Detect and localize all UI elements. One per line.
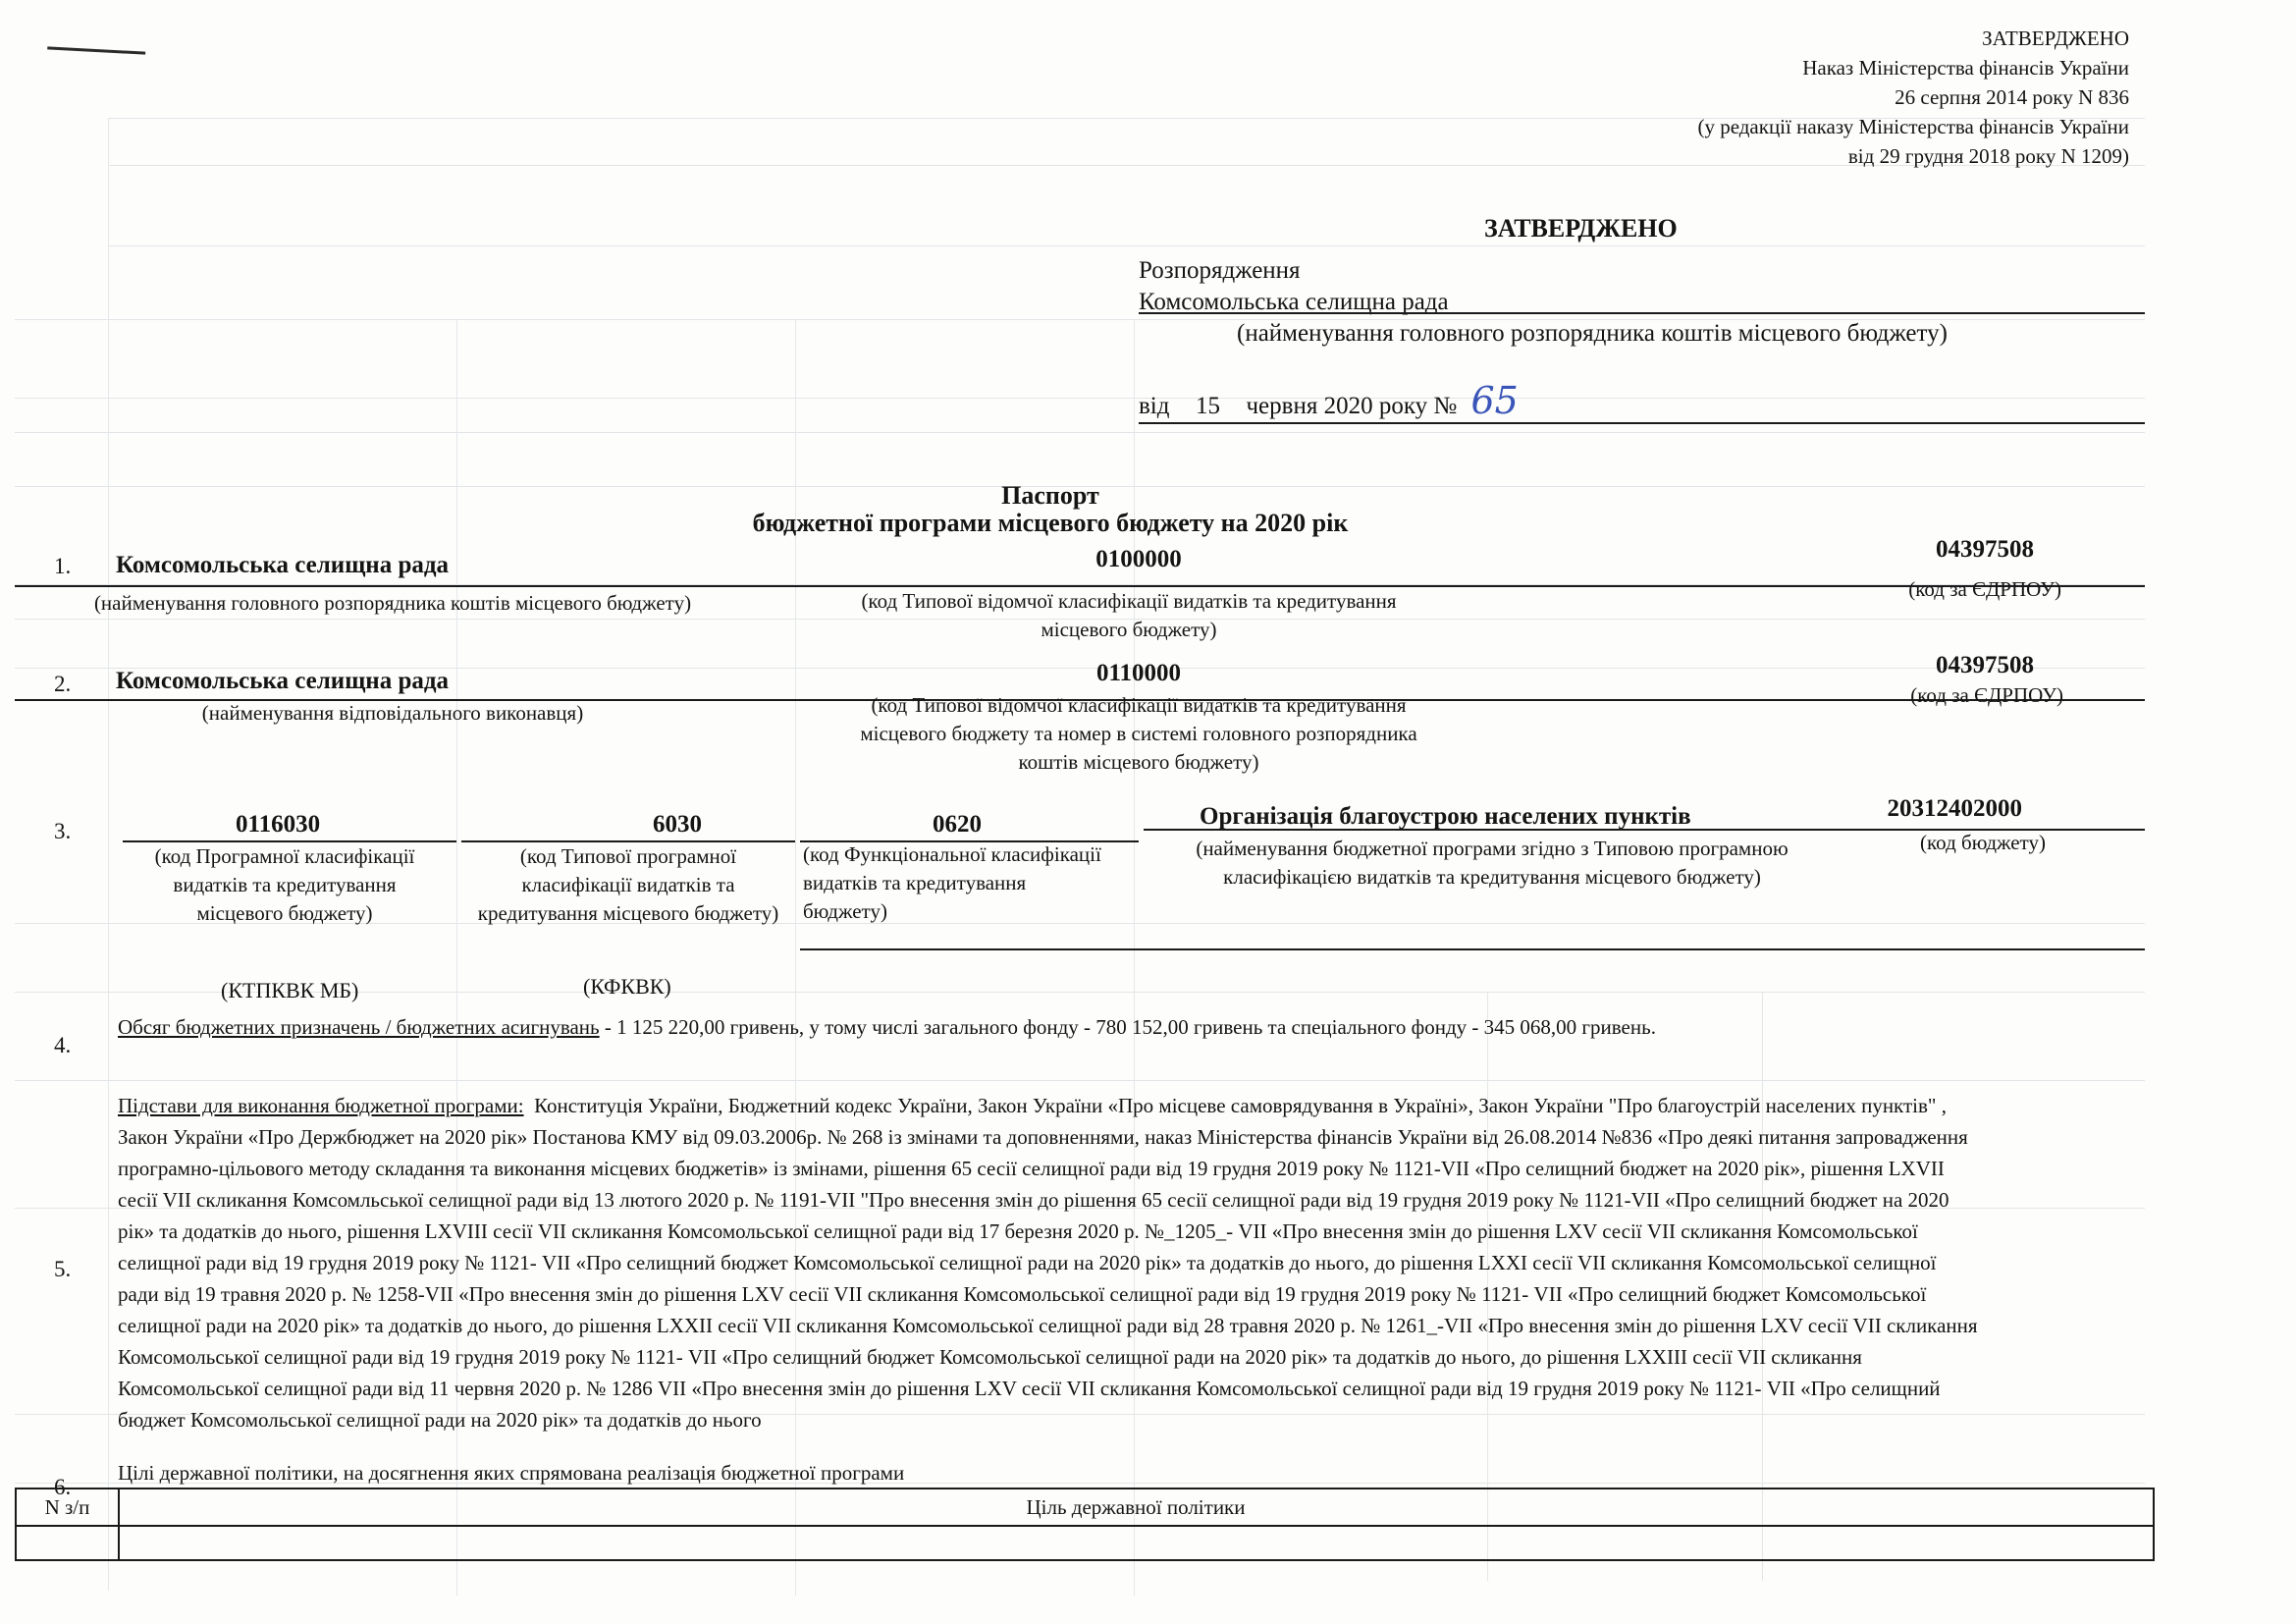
- row3-fkvk-caption-3: бюджету): [803, 899, 887, 923]
- date-day: 15: [1195, 393, 1220, 419]
- row3-kpkvk: 0116030: [236, 811, 321, 838]
- goals-table: [15, 1488, 2155, 1561]
- row4-number: 4.: [54, 1033, 72, 1057]
- row3-tpkvk-caption-3: кредитування місцевого бюджету): [477, 901, 779, 925]
- date-month: червня: [1246, 393, 1318, 419]
- row3-budget-caption: (код бюджету): [1920, 831, 2046, 854]
- approved-title: ЗАТВЕРДЖЕНО: [1484, 214, 1678, 243]
- row1-number: 1.: [54, 554, 72, 578]
- row3-number: 3.: [54, 819, 72, 843]
- passport-subtitle: бюджетної програми місцевого бюджету на 2020 рік: [752, 509, 1349, 537]
- row5-line-5: селищної ради від 19 грудня 2019 року № 1121- VII «Про селищний бюджет Комсомольської селищної ради на 2020 рік» та додатків до нього, до рішення LXXI сесії VII скликання Комсомольської селищної: [118, 1251, 1937, 1274]
- row3-name-caption-1: (найменування бюджетної програми згідно з Типовою програмною: [1196, 837, 1789, 860]
- row5-line-0: Конституція України, Бюджетний кодекс України, Закон України «Про місцеве самоврядування в Україні», Закон України "Про благоустрій населених пунктів" ,: [534, 1094, 1947, 1117]
- row3-budget-code: 20312402000: [1887, 795, 2022, 822]
- row1-code-caption: [795, 587, 1463, 644]
- row3-kpkvk-caption: [98, 842, 471, 928]
- row3-fkvk: 0620: [933, 811, 982, 838]
- row2-code-caption: [805, 691, 1472, 777]
- row1-name-caption: (найменування головного розпорядника коштів місцевого бюджету): [93, 591, 692, 615]
- order-org: Комсомольська селищна рада: [1139, 289, 1449, 315]
- row2-code-caption-2: місцевого бюджету та номер в системі головного розпорядника: [860, 722, 1417, 745]
- row3-fkvk-caption: [803, 840, 1147, 926]
- row5-line-6: ради від 19 травня 2020 р. № 1258-VII «Про внесення змін до рішення LXV сесії VII скликання Комсомольської селищної ради від 19 грудня 2019 року № 1121- VII «Про селищний бюджет Комсомольської: [118, 1282, 1927, 1306]
- approval-line-2: Наказ Міністерства фінансів України: [1802, 56, 2129, 80]
- row1-edrpou-caption: (код за ЄДРПОУ): [1908, 577, 2061, 601]
- row1-code: 0100000: [1095, 546, 1182, 572]
- row3-kpkvk-caption-2: видатків та кредитування: [173, 873, 397, 896]
- order-org-caption: (найменування головного розпорядника коштів місцевого бюджету): [1237, 320, 1948, 347]
- row3-tpkvk-caption-2: класифікації видатків та: [521, 873, 735, 896]
- row2-code-caption-3: коштів місцевого бюджету): [1018, 750, 1259, 774]
- row4-content: [118, 1011, 1656, 1043]
- order-date: [1139, 379, 1519, 422]
- pen-mark: [47, 46, 145, 62]
- row3-kpkvk-caption-3: місцевого бюджету): [196, 901, 373, 925]
- row2-name: Комсомольська селищна рада: [116, 668, 450, 694]
- goals-table-col-goal: Ціль державної політики: [1026, 1495, 1246, 1519]
- row3-tpkvk-caption: [452, 842, 805, 928]
- approval-line-3: 26 серпня 2014 року N 836: [1895, 85, 2129, 109]
- row3-program-name: Організація благоустрою населених пунктів: [1200, 803, 1691, 830]
- row2-code-caption-1: (код Типової відомчої класифікації видатків та кредитування: [871, 693, 1407, 717]
- row2-code: 0110000: [1095, 660, 1182, 686]
- row3-fkvk-caption-2: видатків та кредитування: [803, 871, 1027, 894]
- order-label: Розпорядження: [1139, 257, 1301, 284]
- row6-text: Цілі державної політики, на досягнення яких спрямована реалізація бюджетної програми: [118, 1461, 905, 1485]
- approval-line-1: ЗАТВЕРДЖЕНО: [1982, 27, 2129, 50]
- approval-block: [1246, 24, 2129, 171]
- row5-line-8: Комсомольської селищної ради від 19 грудня 2019 року № 1121- VII «Про селищний бюджет Комсомольської селищної ради на 2020 рік» та додатків до нього, до рішення LXXIII сесії VII скликання: [118, 1345, 1862, 1369]
- row5-line-10: бюджет Комсомольської селищної ради на 2020 рік» та додатків до нього: [118, 1408, 762, 1432]
- row5-content: [118, 1090, 2160, 1435]
- row3-tpkvk-caption-1: (код Типової програмної: [519, 844, 737, 868]
- order-date-line: [1139, 422, 2145, 424]
- row5-line-1: Закон України «Про Держбюджет на 2020 рік» Постанова КМУ від 09.03.2006р. № 268 із змінами та доповненнями, наказ Міністерства фінансів України від 26.08.2014 №836 «Про деякі питання запровадження: [118, 1125, 1968, 1149]
- date-year: 2020 року №: [1323, 393, 1458, 419]
- row6-number: 6.: [54, 1475, 72, 1499]
- row3-bottom-line: [800, 948, 2145, 950]
- row1-edrpou: 04397508: [1936, 536, 2034, 563]
- row2-number: 2.: [54, 672, 72, 696]
- row3-abbr-kfkvk: (КФКВК): [583, 974, 671, 999]
- row2-edrpou: 04397508: [1936, 652, 2034, 678]
- row4-label: Обсяг бюджетних призначень / бюджетних асигнувань: [118, 1015, 600, 1039]
- row5-number: 5.: [54, 1257, 72, 1281]
- row1-code-caption-1: (код Типової відомчої класифікації видатків та кредитування: [861, 589, 1397, 613]
- row3-name-caption-2: класифікацією видатків та кредитування місцевого бюджету): [1223, 865, 1761, 889]
- order-org-line: [1139, 312, 2145, 314]
- row3-kpkvk-caption-1: (код Програмної класифікації: [154, 844, 415, 868]
- row2-edrpou-caption: (код за ЄДРПОУ): [1910, 683, 2063, 707]
- row5-line-2: програмно-цільового методу складання та виконання місцевих бюджетів» із змінами, рішення 65 сесії селищної ради від 19 грудня 2019 року № 1121-VII «Про селищний бюджет на 2020 рік», рішення LXVII: [118, 1157, 1945, 1180]
- goals-table-col-number: N з/п: [44, 1495, 90, 1519]
- row3-name-caption: [1139, 835, 1845, 892]
- row4-text: - 1 125 220,00 гривень, у тому числі загального фонду - 780 152,00 гривень та спеціального фонду - 345 068,00 гривень.: [599, 1015, 1656, 1039]
- row5-line-4: рік» та додатків до нього, рішення LXVIII сесії VII скликання Комсомольської селищної ради від 17 березня 2020 р. №_1205_- VII «Про внесення змін до рішення LXV сесії VII скликання Комсомольської: [118, 1219, 1918, 1243]
- handwritten-number: 65: [1470, 379, 1519, 422]
- row5-label: Підстави для виконання бюджетної програми:: [118, 1094, 524, 1117]
- date-prefix: від: [1139, 393, 1170, 419]
- row5-line-9: Комсомольської селищної ради від 11 червня 2020 р. № 1286 VII «Про внесення змін до рішення LXV сесії VII скликання Комсомольської селищної ради від 19 грудня 2019 року № 1121- VII «Про селищний: [118, 1377, 1941, 1400]
- row2-name-caption: (найменування відповідального виконавця): [201, 701, 584, 725]
- row3-fkvk-caption-1: (код Функціональної класифікації: [803, 842, 1101, 866]
- approval-line-5: від 29 грудня 2018 року N 1209): [1847, 144, 2129, 168]
- row3-tpkvk: 6030: [653, 811, 702, 838]
- row5-line-3: сесії VII скликання Комсомльської селищної ради від 13 лютого 2020 р. № 1191-VII "Про внесення змін до рішення 65 сесії селищної ради від 19 грудня 2019 року № 1121-VII «Про селищний бюджет на 2020: [118, 1188, 1949, 1212]
- row3-abbr-kpkvk: (КТПКВК МБ): [221, 978, 359, 1002]
- passport-title: Паспорт: [1001, 481, 1099, 510]
- approval-line-4: (у редакції наказу Міністерства фінансів України: [1697, 115, 2129, 138]
- row1-name: Комсомольська селищна рада: [116, 552, 450, 578]
- row5-line-7: селищної ради на 2020 рік» та додатків до нього, до рішення LXXII сесії VII скликання Комсомольської селищної ради від 28 травня 2020 р. № 1261_-VII «Про внесення змін до рішення LXV сесії VII скликання: [118, 1314, 1978, 1337]
- row1-code-caption-2: місцевого бюджету): [1041, 618, 1217, 641]
